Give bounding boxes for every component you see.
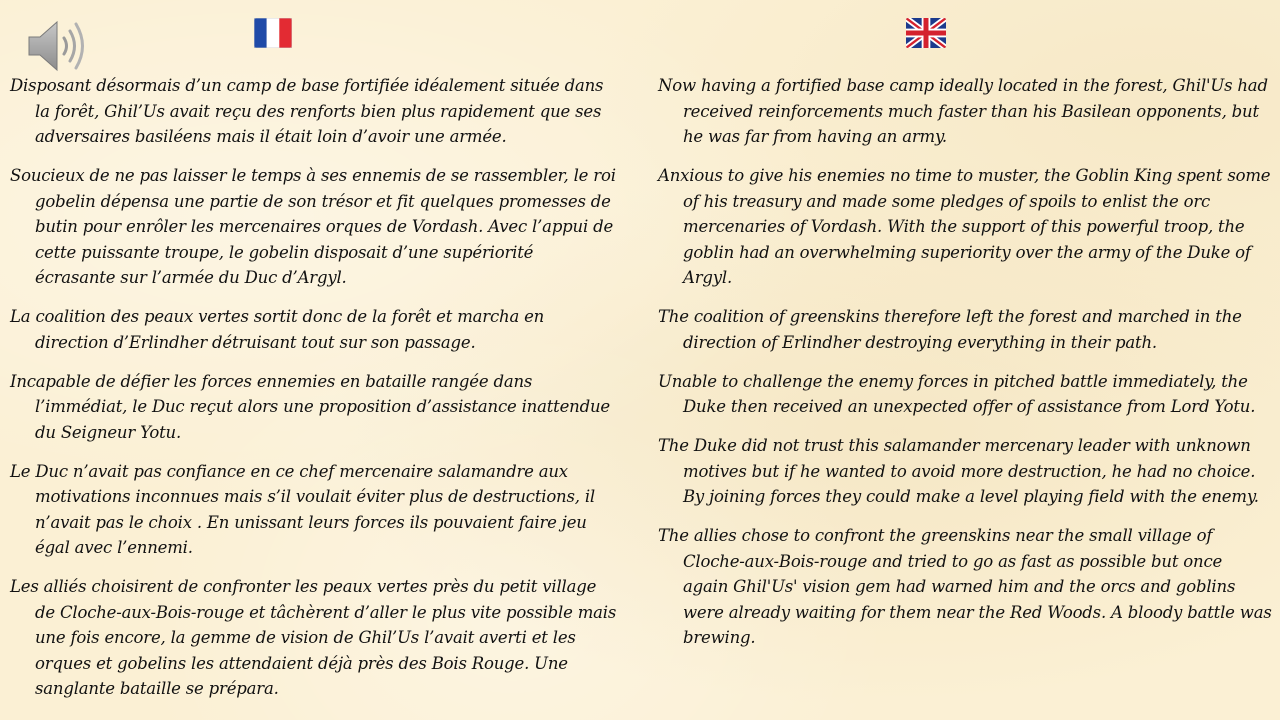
- french-paragraph: La coalition des peaux vertes sortit donc de la forêt et marcha en direction d’Erlindher détruisant tout sur son passage.: [10, 307, 545, 352]
- english-paragraph: The Duke did not trust this salamander mercenary leader with unknown motives but if he wanted to avoid more destruction, he had no choice. By joining forces they could make a level playing field with the enemy.: [658, 436, 1259, 506]
- french-paragraph: Incapable de défier les forces ennemies en bataille rangée dans l’immédiat, le Duc reçut alors une proposition d’assistance inattendue du Seigneur Yotu.: [10, 371, 610, 442]
- english-paragraph: The allies chose to confront the greenskins near the small village of Cloche-aux-Bois-rouge and tried to go as fast as possible but once again Ghil'Us' vision gem had warned him and the orcs and goblins were already waiting for them near the Red Woods. A bloody battle was brewing.: [658, 526, 1272, 647]
- english-paragraph: The coalition of greenskins therefore left the forest and marched in the direction of Erlindher destroying everything in their path.: [658, 307, 1242, 352]
- english-paragraph: Unable to challenge the enemy forces in pitched battle immediately, the Duke then received an unexpected offer of assistance from Lord Yotu.: [658, 371, 1256, 416]
- speaker-icon[interactable]: [26, 16, 90, 76]
- english-text-column: [658, 73, 1272, 664]
- english-paragraph: Now having a fortified base camp ideally located in the forest, Ghil'Us had received reinforcements much faster than his Basilean opponents, but he was far from having an army.: [658, 76, 1268, 146]
- english-paragraph: Anxious to give his enemies no time to muster, the Goblin King spent some of his treasury and made some pledges of spoils to enlist the orc mercenaries of Vordash. With the support of this powerful troop, the goblin had an overwhelming superiority over the army of the Duke of Argyl.: [658, 166, 1271, 287]
- uk-flag-icon: [906, 18, 946, 48]
- french-paragraph: Les alliés choisirent de confronter les peaux vertes près du petit village de Cloche-aux-Bois-rouge et tâchèrent d’aller le plus vite possible mais une fois encore, la gemme de vision de Ghil’Us l’avait averti et les orques et gobelins les attendaient déjà près des Bois Rouge. Une sanglante bataille se prépara.: [10, 577, 617, 698]
- french-flag-icon: [254, 18, 292, 48]
- french-paragraph: Soucieux de ne pas laisser le temps à ses ennemis de se rassembler, le roi gobelin dépensa une partie de son trésor et fit quelques promesses de butin pour enrôler les mercenaires orques de Vordash. Avec l’appui de cette puissante troupe, le gobelin disposait d’une supériorité écrasante sur l’armée du Duc d’Argyl.: [10, 166, 616, 287]
- french-text-column: [10, 73, 618, 715]
- french-paragraph: Le Duc n’avait pas confiance en ce chef mercenaire salamandre aux motivations inconnues mais s’il voulait éviter plus de destructions, il n’avait pas le choix . En unissant leurs forces ils pouvaient faire jeu égal avec l’ennemi.: [10, 461, 595, 557]
- french-paragraph: Disposant désormais d’un camp de base fortifiée idéalement située dans la forêt, Ghil’Us avait reçu des renforts bien plus rapidement que ses adversaires basiléens mais il était loin d’avoir une armée.: [10, 76, 604, 146]
